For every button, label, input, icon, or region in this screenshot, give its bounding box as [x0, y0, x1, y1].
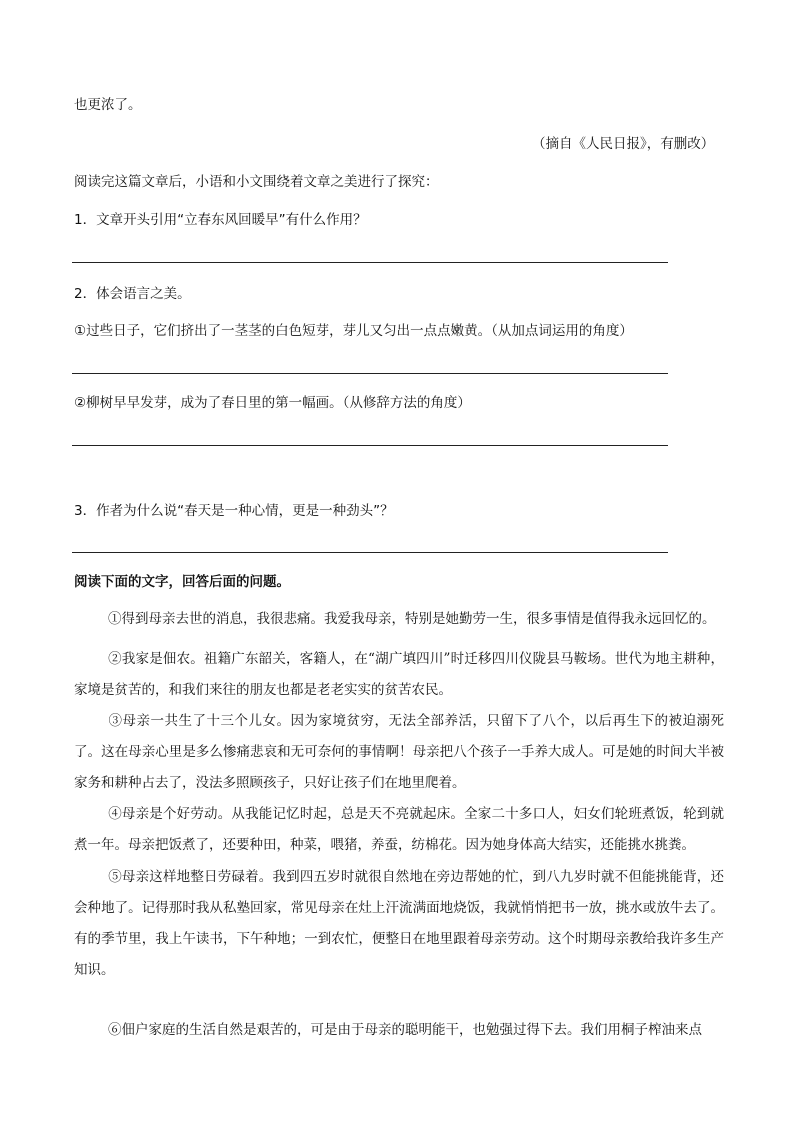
- answer-line-2-2[interactable]: [72, 445, 668, 446]
- question-1: 1．文章开头引用“立春东风回暖早”有什么作用？: [74, 212, 367, 228]
- paragraph-6-text: ⑥佃户家庭的生活自然是艰苦的，可是由于母亲的聪明能干，也勉强过得下去。我们用桐子榨油来点: [108, 1022, 702, 1038]
- paragraph-5: [74, 862, 724, 986]
- paragraph-2-text: ②我家是佃农。祖籍广东韶关，客籍人，在“湖广填四川”时迁移四川仪陇县马鞍场。世代为地主耕种，家境是贫苦的，和我们来往的朋友也都是老老实实的贫苦农民。: [74, 651, 724, 698]
- question-2-item-1: ①过些日子，它们挤出了一茎茎的白色短芽，芽儿又匀出一点点嫩黄。（从加点词运用的角度）: [74, 323, 633, 339]
- intro-text: 阅读完这篇文章后，小语和小文围绕着文章之美进行了探究：: [74, 174, 439, 190]
- paragraph-3: [74, 706, 724, 799]
- paragraph-2: [74, 644, 724, 706]
- answer-line-1[interactable]: [72, 262, 668, 263]
- continued-text: 也更浓了。: [74, 97, 142, 113]
- question-2-item-2: ②柳树早早发芽，成为了春日里的第一幅画。（从修辞方法的角度）: [74, 395, 471, 411]
- answer-line-2-1[interactable]: [72, 373, 668, 374]
- question-2: 2．体会语言之美。: [74, 286, 191, 302]
- paragraph-5-text: ⑤母亲这样地整日劳碌着。我到四五岁时就很自然地在旁边帮她的忙，到八九岁时就不但能挑能背，还会种地了。记得那时我从私塾回家，常见母亲在灶上汗流满面地烧饭，我就悄悄把书一放，挑水或放牛去了。有的季节里，我上午读书，下午种地；一到农忙，便整日在地里跟着母亲劳动。这个时期母亲教给我许多生产知识。: [74, 869, 724, 978]
- paragraph-4: [74, 799, 724, 861]
- question-3: 3．作者为什么说“春天是一种心情，更是一种劲头”？: [74, 503, 394, 519]
- section-heading: 阅读下面的文字，回答后面的问题。: [74, 574, 290, 590]
- paragraph-3-text: ③母亲一共生了十三个儿女。因为家境贫穷，无法全部养活，只留下了八个，以后再生下的被迫溺死了。这在母亲心里是多么惨痛悲哀和无可奈何的事情啊！母亲把八个孩子一手养大成人。可是她的时间大半被家务和耕种占去了，没法多照顾孩子，只好让孩子们在地里爬着。: [74, 713, 724, 791]
- answer-line-3[interactable]: [72, 552, 668, 553]
- paragraph-1-text: ①得到母亲去世的消息，我很悲痛。我爱我母亲，特别是她勤劳一生，很多事情是值得我永远回忆的。: [108, 611, 716, 627]
- paragraph-4-text: ④母亲是个好劳动。从我能记忆时起，总是天不亮就起床。全家二十多口人，妇女们轮班煮饭，轮到就煮一年。母亲把饭煮了，还要种田，种菜，喂猪，养蚕，纺棉花。因为她身体高大结实，还能挑水挑粪。: [74, 806, 724, 853]
- source-citation: （摘自《人民日报》，有删改）: [532, 136, 715, 152]
- paragraph-6: [74, 1015, 724, 1046]
- paragraph-1: [74, 604, 724, 635]
